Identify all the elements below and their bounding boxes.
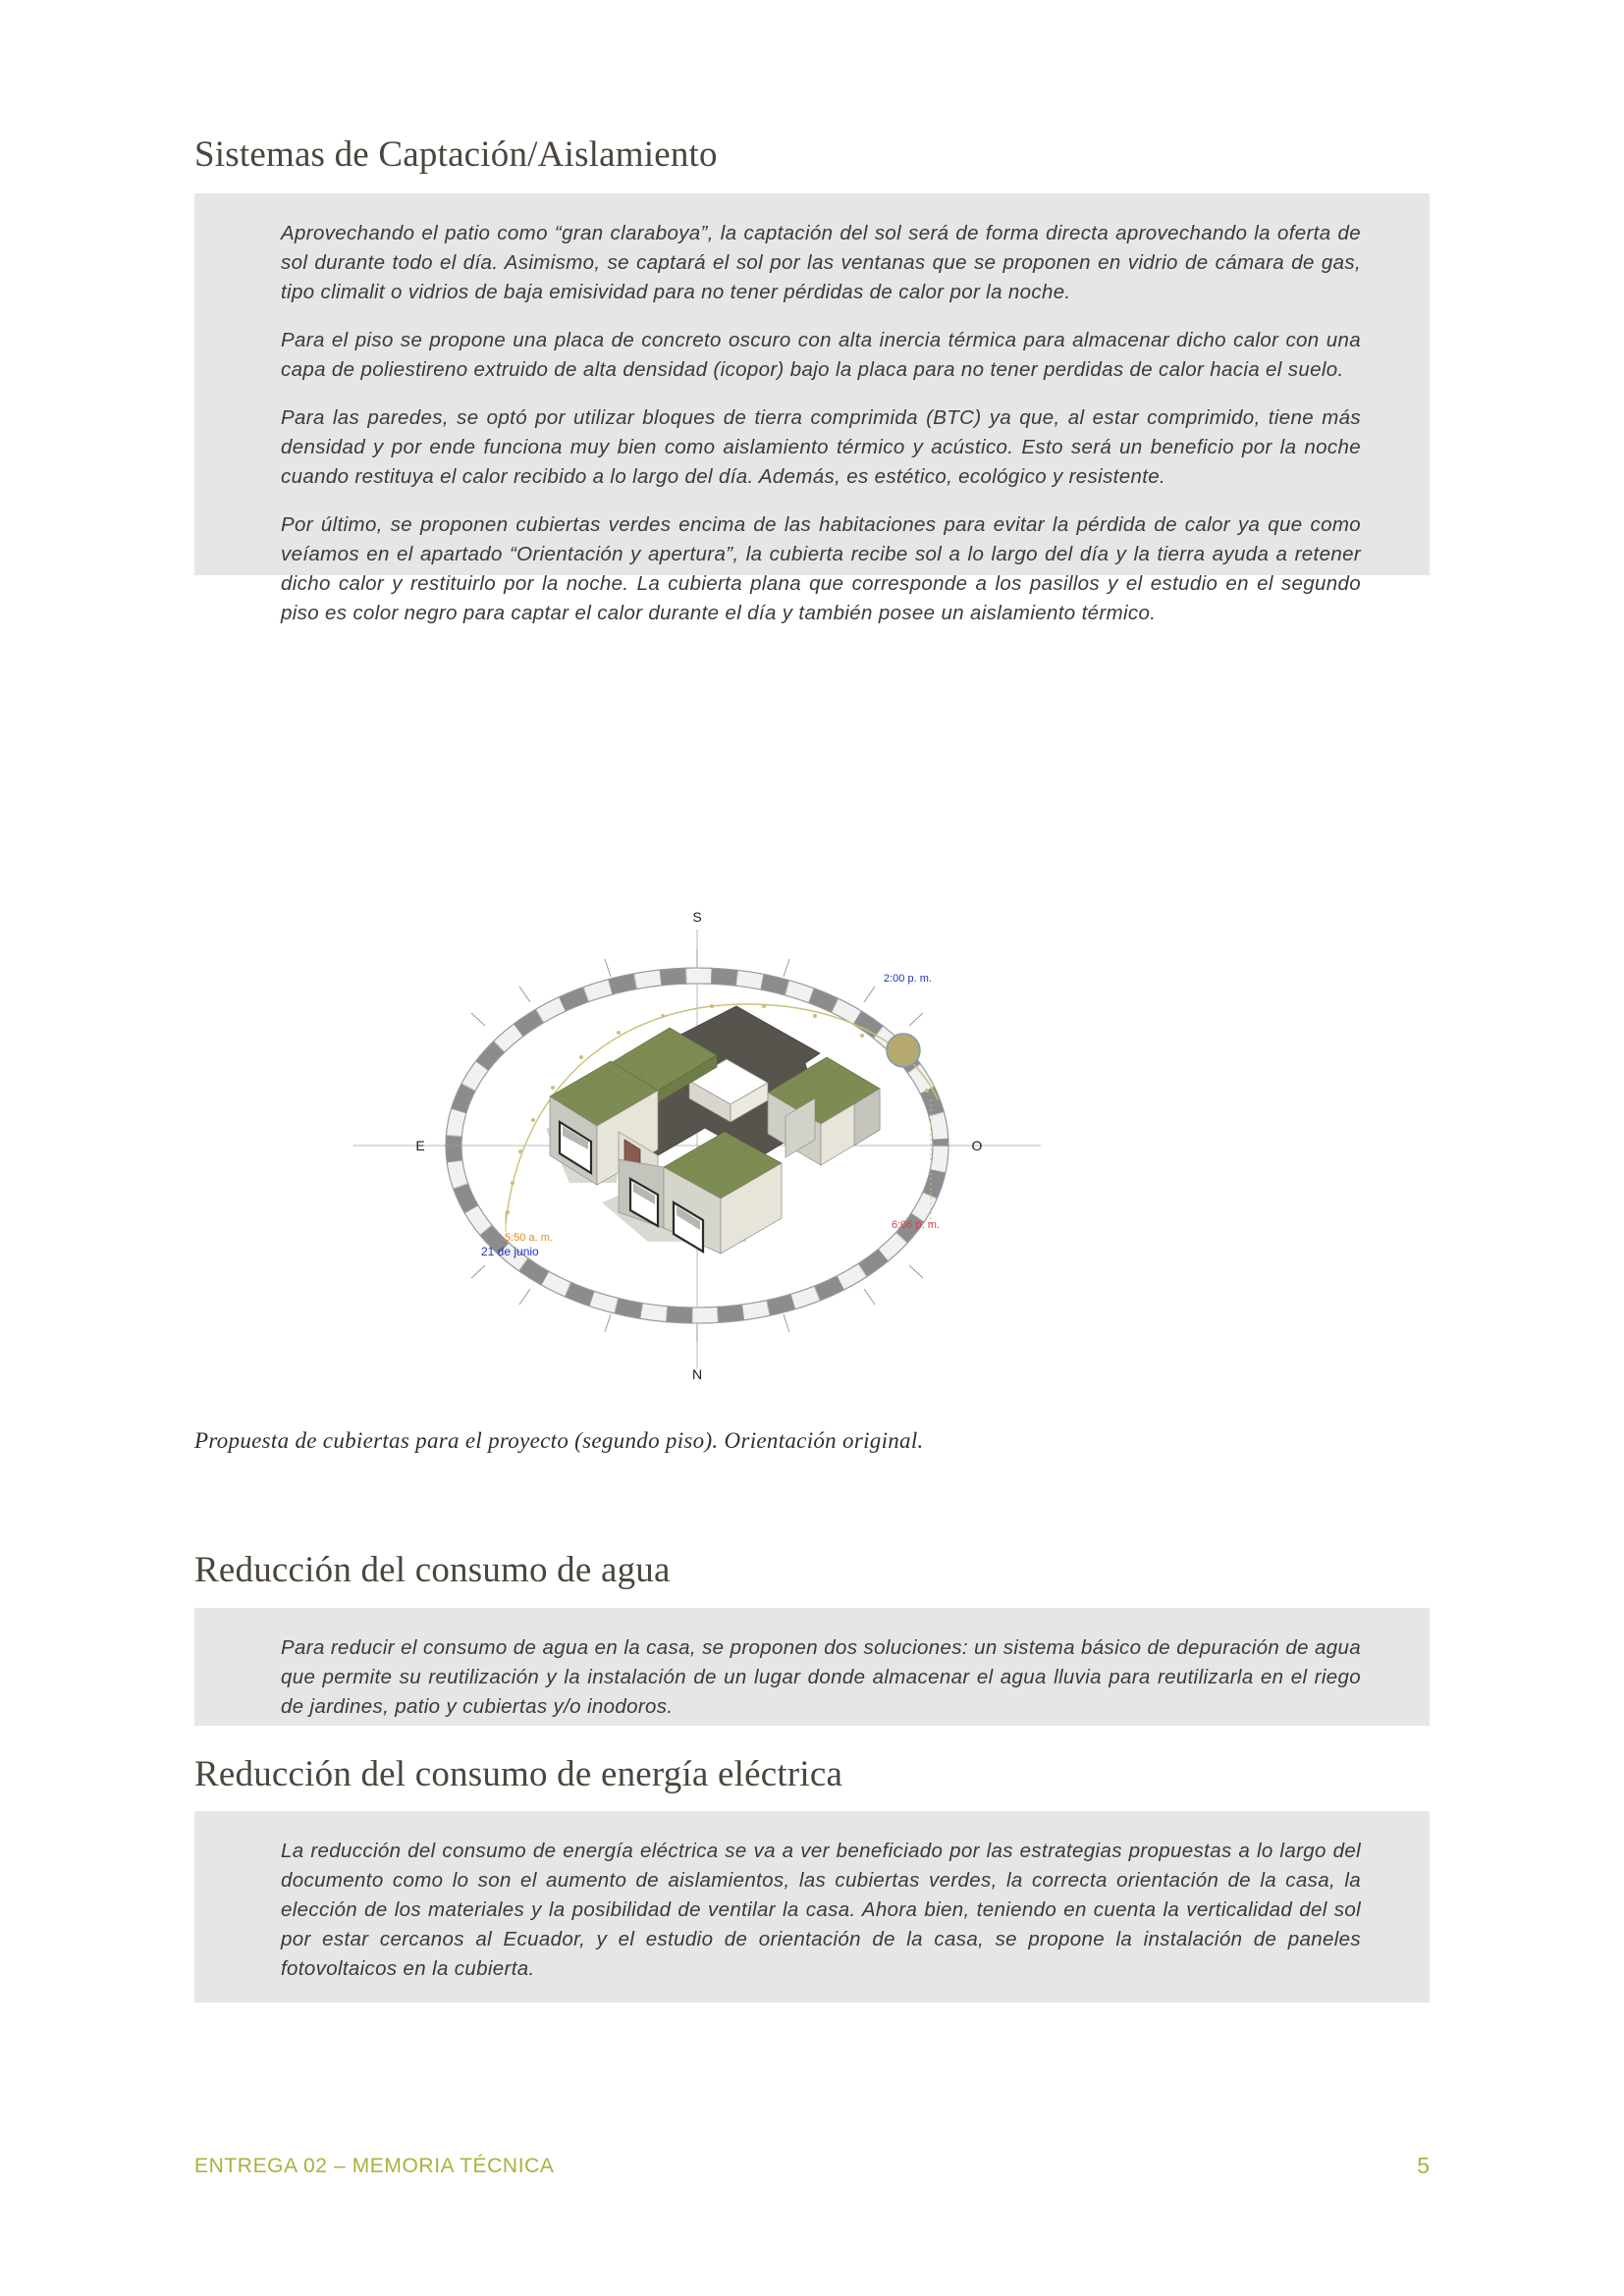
paragraph: Para el piso se propone una placa de concreto oscuro con alta inercia térmica para almacenar dicho calor con una capa de poliestireno extruido de alta densidad (icopor) bajo la placa para no tener perdidas de calor hacia el suelo. (281, 329, 1361, 381)
paragraph: Para las paredes, se optó por utilizar bloques de tierra comprimida (BTC) ya que, al estar comprimido, tiene más densidad y por ende funciona muy bien como aislamiento térmico y acústico. Esto será un beneficio por la noche cuando restituya el calor recibido a lo largo del día. Además, es estético, ecológico y resistente. (281, 406, 1361, 488)
text-block-energia (194, 1811, 1430, 2002)
sun-marker (887, 1034, 920, 1067)
paragraph: La reducción del consumo de energía eléctrica se va a ver beneficiado por las estrategias propuestas a lo largo del documento como lo son el aumento de aislamientos, las cubiertas verdes, la correcta orientación de la casa, la elección de los materiales y la posibilidad de ventilar la casa. Ahora bien, teniendo en cuenta la verticalidad del sol por estar cercanos al Ecuador, y el estudio de orientación de la casa, se propone la instalación de paneles fotovoltaicos en la cubierta. (281, 1840, 1361, 1980)
page-title-captacion: Sistemas de Captación/Aislamiento (194, 134, 718, 175)
label-sunset-time: 6:06 p. m. (892, 1219, 940, 1231)
page-title-energia: Reducción del consumo de energía eléctrica (194, 1754, 843, 1794)
page-title-agua: Reducción del consumo de agua (194, 1550, 671, 1590)
figure-sunpath-diagram (324, 888, 1070, 1399)
label-current-time: 2:00 p. m. (884, 973, 932, 985)
house-3d-model (546, 1006, 880, 1254)
footer-label: ENTREGA 02 – MEMORIA TÉCNICA (194, 2155, 555, 2177)
compass-label-west: O (971, 1138, 983, 1153)
paragraph: Aprovechando el patio como “gran claraboya”, la captación del sol será de forma directa aprovechando la oferta de sol durante todo el día. Asimismo, se captará el sol por las ventanas que se proponen en vidrio de cámara de gas, tipo climalit o vidrios de baja emisividad para no tener pérdidas de calor por la noche. (281, 222, 1361, 303)
label-sunrise-time: 5:50 a. m. (505, 1232, 553, 1244)
figure-caption: Propuesta de cubiertas para el proyecto (segundo piso). Orientación original. (194, 1428, 924, 1453)
paragraph: Para reducir el consumo de agua en la casa, se proponen dos soluciones: un sistema básico de depuración de agua que permite su reutilización y la instalación de un lugar donde almacenar el agua lluvia para reutilizarla en el riego de jardines, patio y cubiertas y/o inodoros. (281, 1636, 1361, 1718)
text-block-captacion (194, 193, 1430, 624)
paragraph: Por último, se proponen cubiertas verdes encima de las habitaciones para evitar la pérdida de calor ya que como veíamos en el apartado “Orientación y apertura”, la cubierta recibe sol a lo largo del día y la tierra ayuda a retener dicho calor y restituirlo por la noche. La cubierta plana que corresponde a los pasillos y el estudio en el segundo piso es color negro para captar el calor durante el día y también posee un aislamiento térmico. (281, 513, 1361, 624)
compass-label-east: E (415, 1138, 425, 1153)
text-block-agua (194, 1608, 1430, 1726)
compass-label-south: S (692, 909, 702, 925)
compass-label-north: N (691, 1366, 703, 1382)
label-sunrise-date: 21 de junio (481, 1245, 539, 1258)
page-number: 5 (1417, 2153, 1430, 2178)
